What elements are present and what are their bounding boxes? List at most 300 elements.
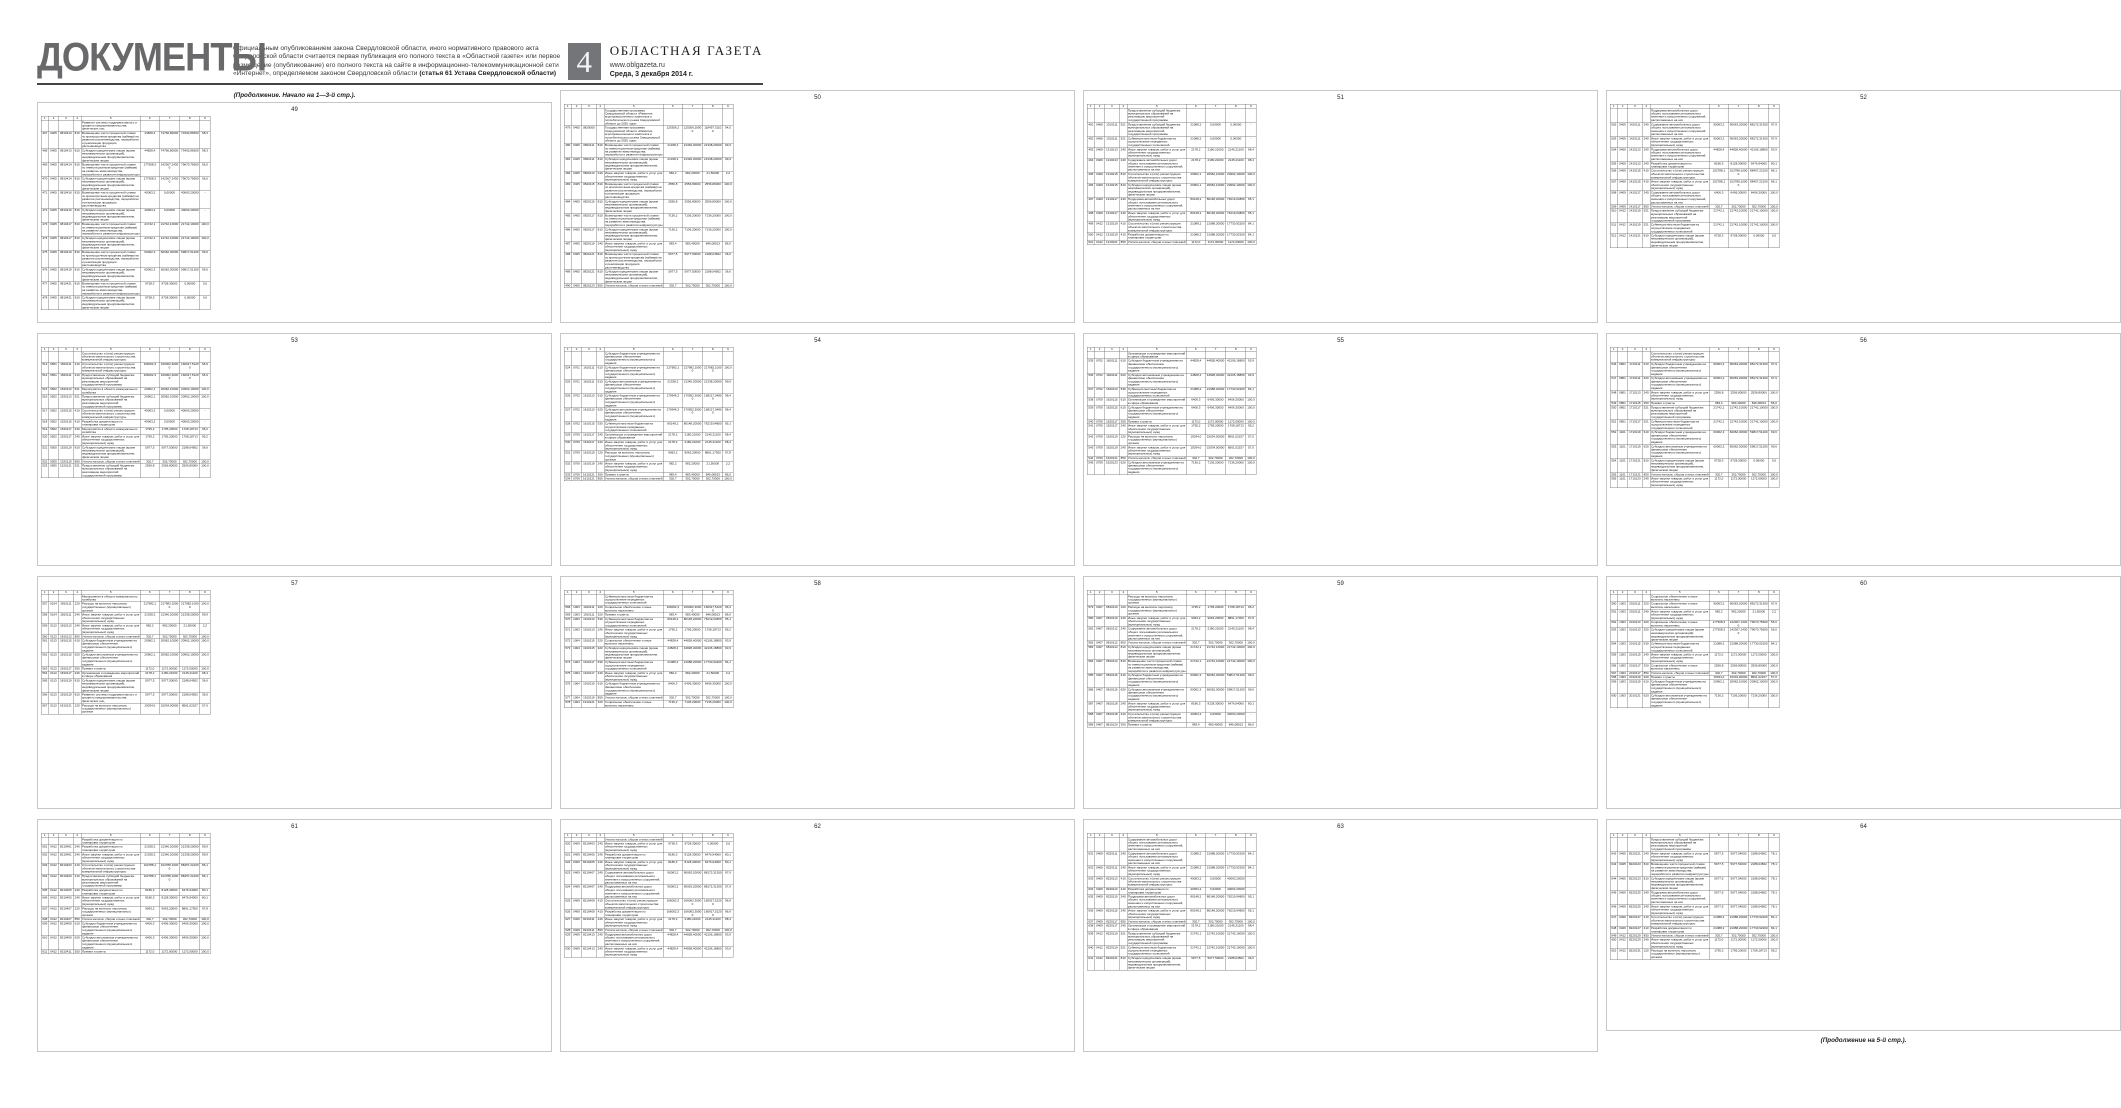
cell-code: 810 — [1119, 172, 1127, 183]
cell-code: 8210411 — [581, 917, 596, 928]
cell-code: 2010115 — [1627, 653, 1642, 664]
cell-amount: 100,0 — [201, 949, 209, 954]
column-number: 2 — [1094, 833, 1104, 837]
cell-code: 350 — [1120, 419, 1126, 423]
cell-name: Иные закупки товаров, работ и услуг для обеспечения государственных (муниципальных) нужд — [1650, 904, 1709, 915]
cell-amount — [703, 351, 723, 365]
cell-code: 530 — [564, 440, 571, 451]
cell-amount: 160917,51200 — [704, 605, 722, 612]
cell-name: Иные закупки товаров, работ и услуг для обеспечения государственных (муниципальных) нужд — [1650, 476, 1709, 487]
cell-name: Субсидии автономным учреждениям на финансовое обеспечение государственного (муниципального) задания — [1650, 694, 1709, 708]
cell-amount: 166062,3 — [663, 899, 682, 910]
cell-amount: 60062,30000 — [1205, 673, 1226, 687]
table-row — [1087, 398, 1256, 406]
cell-amount: 8128,30000 — [682, 852, 703, 860]
cell-code: 520 — [41, 435, 48, 446]
cell-code: 0801 — [1617, 390, 1627, 401]
cell-code: 0409 — [1094, 158, 1104, 172]
cell-code: 240 — [1642, 904, 1650, 915]
cell-amount: 20962,10000 — [1728, 680, 1749, 694]
cell-code: 8220119 — [1104, 945, 1119, 956]
table-scaler — [1610, 833, 1779, 960]
cell-amount: 1172,00000 — [1749, 477, 1769, 488]
cell-code: 0104 — [48, 602, 58, 613]
cell-code: 0810110 — [1104, 616, 1119, 627]
table-row — [41, 296, 210, 310]
cell-amount: 983,4 — [1709, 401, 1728, 405]
column-number: 6 — [663, 833, 682, 837]
cell-name: Предоставление субсидий бюджетам муниципальных образований на реализацию мероприятий государственной программы — [1127, 108, 1186, 122]
cell-amount: 1172,0 — [140, 667, 159, 671]
cell-code: 320 — [596, 605, 604, 613]
table-scaler — [1087, 347, 1256, 475]
cell-code: 557 — [41, 602, 48, 613]
cell-code: 410 — [73, 863, 81, 874]
cell-amount: 21340,20000 — [682, 143, 703, 157]
cell-amount: 100,0 — [723, 213, 733, 227]
cell-code: 510 — [1610, 209, 1617, 223]
cell-amount: 2178,2 — [140, 671, 159, 679]
cell-code — [581, 108, 596, 125]
cell-amount: 982,2 — [663, 671, 682, 682]
cell-amount: 98,4 — [723, 408, 733, 422]
cell-code: 538 — [1087, 398, 1094, 406]
cell-amount: 21338,2 — [140, 852, 159, 863]
cell-amount: 1708,18713 — [703, 628, 723, 639]
table-scaler — [1610, 347, 1779, 488]
continuation-note-bottom: (Продолжение на 5-й стр.). — [1820, 1037, 1907, 1044]
cell-amount: 8186,3 — [1709, 161, 1728, 169]
cell-amount: 2145,21100 — [1226, 924, 1246, 932]
cell-amount: 302,70000 — [1226, 641, 1246, 645]
cell-amount: 1172,0 — [1709, 938, 1728, 949]
column-number: 8 — [1226, 833, 1246, 837]
cell-name: Организация и проведение мероприятий в сфере образования — [1127, 923, 1186, 931]
cell-code: 515 — [41, 387, 48, 395]
cell-amount: 60062,3 — [1709, 430, 1728, 444]
cell-amount: 1172,00000 — [1205, 419, 1226, 423]
cell-amount: 80148,2 — [663, 422, 682, 433]
column-number: 4 — [596, 833, 604, 837]
cell-code: 1003 — [1619, 675, 1626, 679]
cell-name: Иные закупки товаров, работ и услуг для обеспечения государственных (муниципальных) нужд — [604, 241, 663, 252]
table-block-52 — [1606, 90, 2121, 323]
table-row — [564, 700, 733, 708]
cell-name: Социальное обеспечение и иные выплаты населению — [604, 639, 663, 647]
table-row — [564, 242, 733, 253]
cell-amount: 86,0 — [723, 613, 733, 617]
cell-amount: 302,70000 — [1226, 920, 1246, 924]
cell-amount: 99,6 — [200, 268, 210, 282]
masthead — [37, 0, 763, 85]
table-scaler — [1087, 104, 1256, 245]
cell-amount: 21088,20000 — [1728, 642, 1749, 653]
cell-code: 0810112 — [1104, 627, 1119, 641]
cell-code: 0501 — [48, 373, 58, 387]
cell-code: 0820111 — [581, 157, 596, 171]
cell-code: 0412 — [48, 936, 58, 950]
cell-code: 1710111 — [1627, 376, 1642, 390]
cell-amount: 21742,1 — [1186, 645, 1205, 659]
cell-amount: 2,2 — [723, 171, 733, 182]
cell-code — [1104, 594, 1119, 605]
cell-amount: 20962,1 — [1186, 183, 1205, 197]
cell-code: 576 — [564, 682, 571, 696]
cell-code: 1810115 — [58, 639, 73, 653]
cell-code: 2010119 — [1629, 675, 1641, 679]
cell-amount — [703, 594, 723, 605]
cell-amount — [723, 108, 733, 125]
table-row — [564, 284, 733, 288]
cell-amount: 80,1 — [200, 896, 210, 907]
cell-code: 410 — [73, 419, 81, 427]
cell-code: 240 — [73, 613, 81, 624]
cell-amount: 5977,50000 — [682, 270, 703, 284]
cell-code: 0405 — [571, 270, 581, 284]
cell-code: 1410115 — [1627, 169, 1642, 180]
cell-code: 507 — [1610, 180, 1617, 191]
cell-amount: 57,0 — [1769, 675, 1779, 679]
cell-amount: 99,6 — [1769, 444, 1779, 458]
cell-amount: 20962,10000 — [1205, 172, 1226, 183]
cell-amount: 0,00000 — [159, 208, 180, 222]
cell-amount: 21088,2 — [1709, 926, 1728, 934]
cell-code — [1094, 351, 1104, 359]
cell-amount: 2180,21000 — [682, 440, 703, 451]
table-row — [564, 422, 733, 433]
cell-amount: 42106,18800 — [1226, 373, 1246, 387]
cell-amount: 21742,1 — [1186, 945, 1205, 956]
cell-amount: 93,9 — [723, 639, 733, 647]
column-number: 9 — [200, 347, 210, 351]
cell-code: 1410111 — [1627, 122, 1642, 136]
cell-amount: 20962,1 — [1709, 680, 1728, 694]
cell-code: 512 — [1610, 234, 1617, 248]
cell-code: 516 — [41, 395, 48, 409]
cell-amount: 21742,10000 — [1226, 645, 1246, 659]
cell-amount: 9728,30000 — [159, 296, 180, 310]
cell-amount: 1172,00000 — [1226, 240, 1246, 244]
cell-amount — [723, 351, 733, 365]
table-scaler — [41, 833, 210, 954]
cell-code: 2010113 — [1627, 628, 1642, 642]
cell-amount: 302,70000 — [180, 459, 200, 463]
column-number: 7 — [1728, 833, 1749, 837]
cell-code: 8210403 — [581, 842, 596, 853]
cell-amount: 94,5 — [723, 126, 733, 143]
cell-code: 0810414 — [58, 177, 73, 191]
cell-amount: 302,70000 — [1749, 934, 1769, 938]
cell-code: 1410113 — [1627, 147, 1642, 161]
cell-code: 0412 — [1094, 222, 1104, 233]
cell-code: 240 — [1642, 477, 1650, 488]
cell-amount — [1728, 594, 1749, 602]
cell-amount: 21742,1 — [140, 236, 159, 250]
cell-code: 1101 — [1617, 444, 1627, 458]
cell-code: 240 — [73, 845, 81, 853]
cell-name: Уплата налогов, сборов и иных платежей — [1127, 919, 1186, 924]
cell-amount: 2556,80000 — [703, 182, 723, 199]
cell-code: 240 — [596, 860, 604, 871]
cell-code: 0409 — [1094, 211, 1104, 222]
table-cell-60 — [1606, 576, 2121, 809]
cell-code — [1104, 837, 1119, 851]
table-row — [564, 594, 733, 605]
cell-amount: 0,00000 — [1205, 137, 1226, 148]
cell-code: 0702 — [571, 408, 581, 422]
cell-amount: 170946,3 — [663, 394, 682, 408]
cell-code: 0709 — [1094, 398, 1104, 406]
table-row — [564, 462, 733, 473]
table-number: 53 — [291, 338, 298, 344]
cell-code: 410 — [73, 362, 81, 373]
cell-code: 0407 — [1094, 605, 1104, 616]
cell-name: Субсидии юридическим лицам (кроме некоммерческих организаций), индивидуальным предпринимателям, физическим лицам — [81, 177, 140, 191]
cell-name: Иные закупки товаров, работ и услуг для обеспечения государственных (муниципальных) нужд — [1127, 147, 1186, 158]
cell-name: Расходы на выплаты персоналу государственных (муниципальных) органов — [1650, 949, 1709, 960]
cell-code: 240 — [1119, 616, 1127, 627]
cell-code — [581, 594, 596, 605]
cell-amount: 17730,92200 — [1226, 851, 1246, 865]
cell-code: 590 — [1610, 602, 1617, 610]
table-row — [41, 863, 210, 874]
cell-amount: 2556,8 — [1709, 390, 1728, 401]
cell-code: 1520111 — [58, 362, 73, 373]
cell-amount — [180, 351, 200, 362]
cell-amount — [1728, 837, 1749, 851]
cell-name: Расходы на выплаты персоналу государственных (муниципальных) органов — [81, 703, 140, 714]
cell-amount: 168217,04800 — [703, 408, 723, 422]
cell-amount: 93,9 — [1246, 359, 1256, 373]
column-number: 3 — [581, 104, 596, 108]
cell-code: 0709 — [1094, 435, 1104, 446]
cell-code: 410 — [1119, 712, 1127, 723]
cell-amount: 982,20000 — [1728, 609, 1749, 620]
cell-amount: 21,50000 — [1749, 609, 1769, 620]
cell-amount: 0,00000 — [180, 296, 200, 310]
cell-amount: 86,0 — [723, 242, 733, 253]
table-row — [41, 427, 210, 435]
cell-amount: 40063,20000 — [180, 409, 200, 420]
cell-code: 240 — [1642, 938, 1650, 949]
cell-amount: 2145,21100 — [703, 433, 723, 441]
cell-amount — [663, 108, 682, 125]
cell-amount: 59817,51200 — [1749, 444, 1769, 458]
cell-amount: 0,00000 — [159, 409, 180, 420]
cell-amount: 93,9 — [1769, 147, 1779, 161]
cell-amount: 302,70000 — [682, 477, 703, 481]
table-row — [564, 213, 733, 227]
column-number: 8 — [1749, 833, 1769, 837]
cell-amount — [1709, 351, 1728, 362]
publication-notice-bold: (статья 61 Устава Свердловской области) — [419, 70, 557, 78]
cell-amount: 1795,2 — [1709, 949, 1728, 960]
cell-code — [1627, 351, 1642, 362]
cell-name: Субсидии юридическим лицам (кроме некоммерческих организаций), индивидуальным предпринимателям, физическим лицам — [81, 236, 140, 250]
cell-amount: 8186,3 — [140, 896, 159, 907]
table-row — [564, 639, 733, 647]
cell-amount: 90063,2 — [663, 871, 682, 885]
cell-code: 0412 — [1617, 949, 1627, 960]
cell-amount: 7136,20000 — [682, 213, 703, 227]
cell-amount: 302,7 — [1709, 671, 1728, 675]
cell-amount: 88457,22100 — [180, 874, 200, 888]
table-row — [1610, 390, 1779, 401]
cell-code: 0409 — [573, 928, 580, 932]
cell-name: Возмещение части процентной ставки по инвестиционным кредитам (займам) на развитие животноводства, переработки и развития инфраструктуры — [604, 213, 663, 227]
cell-amount: 100,0 — [200, 922, 210, 936]
cell-name: Возмещение части процентной ставки по инвестиционным кредитам (займам) на развитие животноводства, переработки и развития инфраструктуры — [81, 222, 140, 236]
cell-amount: 7136,2 — [1709, 694, 1728, 708]
cell-amount: 21338,20000 — [180, 613, 200, 624]
cell-code: 496 — [1087, 183, 1094, 197]
budget-table-57 — [41, 590, 210, 714]
cell-code: 1810121 — [58, 703, 73, 714]
cell-amount: 40063,2 — [140, 191, 159, 208]
cell-code: 1610111 — [581, 365, 596, 379]
cell-amount: 84,1 — [1246, 866, 1256, 877]
column-number: 2 — [1094, 104, 1104, 108]
cell-amount: 90063,20000 — [1728, 362, 1749, 376]
cell-name: Предоставление субсидий бюджетам муниципальных образований на реализацию мероприятий государственной программы — [81, 464, 140, 478]
column-number: 6 — [1186, 590, 1205, 594]
cell-amount: 84,1 — [1769, 915, 1779, 926]
cell-amount: 6476,94000 — [1226, 701, 1246, 712]
cell-amount: 80148,2 — [1186, 211, 1205, 222]
cell-amount: 95,1 — [723, 422, 733, 433]
cell-amount: 6406,30000 — [1226, 405, 1246, 419]
cell-code: 0405 — [48, 282, 58, 296]
cell-amount: 100,0 — [1769, 477, 1779, 488]
cell-code: 240 — [73, 888, 81, 896]
cell-code: 484 — [564, 199, 571, 213]
cell-code: 0409 — [571, 852, 581, 860]
cell-code: 501 — [1088, 240, 1094, 244]
cell-amount: 79670,75600 — [1749, 628, 1769, 642]
table-row — [1087, 460, 1256, 474]
cell-amount: 6406,3 — [140, 936, 159, 950]
cell-amount: 40063,2 — [140, 419, 159, 427]
cell-code: 1004 — [571, 700, 581, 708]
cell-code — [564, 108, 571, 125]
cell-name: Уплата налогов, сборов и иных платежей — [1650, 472, 1709, 476]
table-row — [1610, 642, 1779, 653]
cell-name: Иные закупки товаров, работ и услуг для обеспечения государственных (муниципальных) нужд — [1650, 652, 1709, 663]
cell-code: 850 — [597, 283, 603, 288]
table-row — [1610, 234, 1779, 248]
cell-code: 8220129 — [1628, 933, 1641, 938]
column-number: 9 — [1246, 104, 1256, 108]
table-cell-50 — [560, 90, 1075, 323]
table-cell-55 — [1083, 333, 1598, 566]
cell-amount — [200, 351, 210, 362]
cell-amount: 40063,20000 — [180, 419, 200, 427]
cell-amount: 76219,04800 — [1226, 197, 1246, 211]
cell-amount: 98,3 — [200, 149, 210, 163]
cell-amount — [159, 120, 180, 131]
cell-code — [564, 594, 571, 605]
cell-name: Субсидии автономным учреждениям на финансовое обеспечение государственного (муниципального) задания — [604, 380, 663, 394]
cell-amount: 1172,0 — [1709, 653, 1728, 664]
cell-code: 546 — [1610, 362, 1617, 376]
cell-code: 583 — [1087, 645, 1094, 659]
cell-amount: 86,0 — [723, 472, 733, 476]
cell-code: 810 — [73, 177, 81, 191]
cell-code — [1617, 837, 1627, 851]
cell-amount: 99,9 — [200, 852, 210, 863]
cell-amount: 177508,3 — [1709, 628, 1728, 642]
cell-name: Содержание автомобильных дорог общего пользования регионального значения и искусственных сооружений, расположенных на них — [1650, 122, 1709, 136]
table-cell-63 — [1083, 819, 1598, 1052]
cell-amount: 88457,22100 — [1749, 180, 1769, 191]
table-row — [41, 837, 210, 845]
table-row — [41, 594, 210, 602]
cell-amount: 100,0 — [1246, 183, 1256, 197]
table-row — [564, 628, 733, 639]
cell-amount: 0,00000 — [1205, 122, 1226, 136]
cell-amount: 9063,20000 — [1205, 616, 1226, 627]
column-number: 4 — [73, 590, 81, 594]
cell-name: Строительство и (или) реконструкция объектов капитального строительства коммунальной инфраструктуры — [81, 863, 140, 874]
cell-name: Субсидии бюджетным учреждениям на финансовое обеспечение государственного (муниципального) задания — [604, 365, 663, 379]
table-row — [1087, 222, 1256, 233]
cell-name: Иные закупки товаров, работ и услуг для обеспечения государственных (муниципальных) нужд — [604, 917, 663, 928]
cell-code: 625 — [564, 899, 571, 910]
cell-amount: 2556,8 — [1709, 663, 1728, 671]
column-number: 8 — [1749, 590, 1769, 594]
cell-code: 0412 — [1617, 223, 1627, 234]
cell-amount: 5977,5 — [1709, 890, 1728, 904]
column-number: 3 — [1104, 833, 1119, 837]
cell-code: 610 — [1119, 405, 1127, 419]
cell-code — [1119, 594, 1127, 605]
cell-code: 521 — [1642, 209, 1650, 223]
cell-code: 0409 — [1617, 137, 1627, 148]
cell-amount: 9728,30000 — [1728, 234, 1749, 248]
cell-amount: 302,70000 — [682, 696, 703, 700]
column-number: 4 — [1642, 833, 1650, 837]
cell-code: 0709 — [573, 476, 580, 481]
cell-amount: 1795,20000 — [1205, 424, 1226, 435]
cell-amount: 2556,8 — [663, 199, 682, 213]
cell-code: 567 — [41, 703, 48, 714]
table-row — [1610, 161, 1779, 169]
cell-code: 0409 — [1094, 147, 1104, 158]
cell-amount: 60062,3 — [140, 268, 159, 282]
cell-code: 527 — [564, 408, 571, 422]
column-number: 5 — [1127, 104, 1186, 108]
table-row — [564, 682, 733, 696]
cell-amount — [1709, 594, 1728, 602]
cell-amount: 99,6 — [200, 250, 210, 267]
column-number: 6 — [140, 116, 159, 120]
cell-amount — [723, 594, 733, 605]
cell-name: Субсидии юридическим лицам (кроме некоммерческих организаций), индивидуальным предпринимателям, физическим лицам — [1650, 458, 1709, 472]
cell-amount: 7136,20000 — [682, 227, 703, 241]
column-number: 7 — [682, 833, 703, 837]
cell-code: 1004 — [571, 660, 581, 671]
cell-amount: 142307,14300 — [159, 177, 180, 191]
cell-code: 0406 — [1094, 137, 1104, 148]
column-number: 2 — [48, 347, 58, 351]
cell-code: 810 — [596, 252, 604, 269]
cell-name: Мероприятия в области коммунального хозяйства — [81, 387, 140, 395]
cell-amount — [1769, 837, 1779, 851]
cell-name: Уплата налогов, сборов и иных платежей — [1650, 671, 1709, 675]
cell-amount: 9063,2 — [1186, 616, 1205, 627]
cell-code: 610 — [1642, 362, 1650, 376]
cell-code: 624 — [564, 885, 571, 899]
